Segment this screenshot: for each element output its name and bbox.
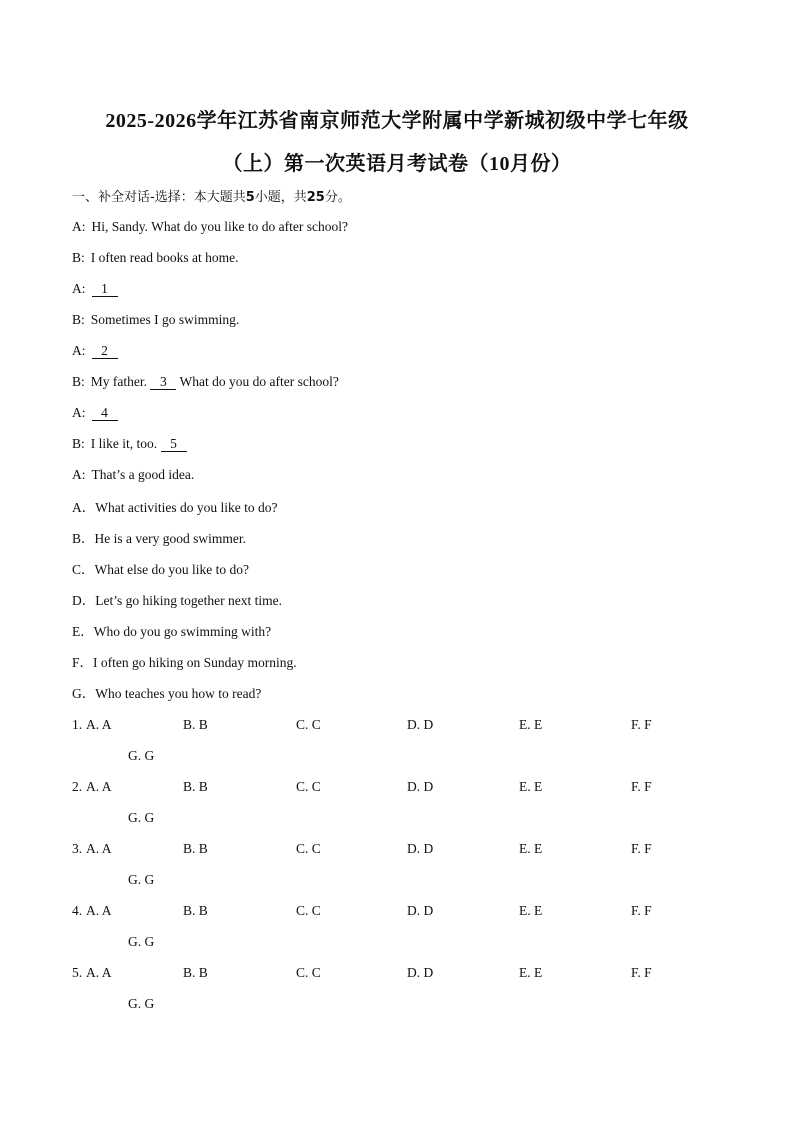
choice-option[interactable]: D. D bbox=[407, 903, 434, 918]
dialogue-line bbox=[72, 280, 118, 298]
choice-option[interactable]: G. G bbox=[128, 810, 155, 825]
choice-option[interactable]: B. B bbox=[183, 903, 208, 918]
dialogue-speaker: A: bbox=[72, 281, 86, 296]
choice-option[interactable]: A. A bbox=[86, 717, 112, 732]
question-row bbox=[72, 965, 732, 983]
choice-option[interactable]: E. E bbox=[519, 779, 543, 794]
option-item: C．What else do you like to do? bbox=[72, 562, 249, 577]
choice-option[interactable]: C. C bbox=[296, 903, 321, 918]
choice-option[interactable]: E. E bbox=[519, 903, 543, 918]
dialogue-line bbox=[72, 218, 348, 236]
choice-option[interactable]: F. F bbox=[631, 841, 652, 856]
dialogue-line bbox=[72, 404, 118, 422]
choice-option[interactable]: G. G bbox=[128, 748, 155, 763]
choice-option[interactable]: A. A bbox=[86, 903, 112, 918]
dialogue-line bbox=[72, 435, 187, 453]
dialogue-text: I often read books at home. bbox=[90, 250, 239, 265]
choice-option[interactable]: A. A bbox=[86, 965, 112, 980]
question-number: 1. bbox=[72, 717, 83, 732]
question-row-continued bbox=[72, 996, 732, 1014]
choice-option[interactable]: G. G bbox=[128, 872, 155, 887]
option-item: F．I often go hiking on Sunday morning. bbox=[72, 655, 297, 670]
question-row bbox=[72, 779, 732, 797]
choice-option[interactable]: B. B bbox=[183, 717, 208, 732]
choice-option[interactable]: A. A bbox=[86, 841, 112, 856]
dialogue-text: That’s a good idea. bbox=[91, 467, 195, 482]
dialogue-text: I like it, too. bbox=[90, 436, 161, 451]
choice-option[interactable]: C. C bbox=[296, 841, 321, 856]
option-item: D．Let’s go hiking together next time. bbox=[72, 593, 282, 608]
choice-option[interactable]: D. D bbox=[407, 717, 434, 732]
answer-blank: 4 bbox=[92, 405, 118, 421]
answer-blank: 3 bbox=[150, 374, 176, 390]
dialogue-speaker: A: bbox=[72, 343, 86, 358]
dialogue-speaker: A: bbox=[72, 219, 86, 234]
question-row bbox=[72, 717, 732, 735]
dialogue-text: My father. bbox=[90, 374, 151, 389]
dialogue-line bbox=[72, 342, 118, 360]
question-row-continued bbox=[72, 872, 732, 890]
exam-title-line-2: （上）第一次英语月考试卷（10月份） bbox=[222, 153, 572, 175]
section-middle: 小题，共 bbox=[254, 190, 307, 205]
dialogue-line bbox=[72, 466, 194, 484]
dialogue-line bbox=[72, 373, 339, 391]
dialogue-speaker: B: bbox=[72, 374, 85, 389]
choice-option[interactable]: F. F bbox=[631, 903, 652, 918]
section-heading bbox=[72, 186, 351, 205]
question-row-continued bbox=[72, 748, 732, 766]
dialogue-speaker: A: bbox=[72, 405, 86, 420]
choice-option[interactable]: B. B bbox=[183, 841, 208, 856]
answer-blank: 1 bbox=[92, 281, 118, 297]
option-item: A．What activities do you like to do? bbox=[72, 500, 278, 515]
dialogue-speaker: B: bbox=[72, 436, 85, 451]
answer-blank: 2 bbox=[92, 343, 118, 359]
dialogue-text: Hi, Sandy. What do you like to do after school? bbox=[91, 219, 348, 234]
dialogue-text: Sometimes I go swimming. bbox=[90, 312, 240, 327]
option-item: E．Who do you go swimming with? bbox=[72, 624, 272, 639]
dialogue-speaker: A: bbox=[72, 467, 86, 482]
dialogue-speaker: B: bbox=[72, 312, 85, 327]
choice-option[interactable]: D. D bbox=[407, 841, 434, 856]
choice-option[interactable]: D. D bbox=[407, 779, 434, 794]
choice-option[interactable]: F. F bbox=[631, 717, 652, 732]
dialogue-speaker: B: bbox=[72, 250, 85, 265]
question-number: 2. bbox=[72, 779, 83, 794]
option-item: G．Who teaches you how to read? bbox=[72, 686, 262, 701]
exam-title-line-1: 2025-2026学年江苏省南京师范大学附属中学新城初级中学七年级 bbox=[105, 110, 689, 132]
choice-option[interactable]: E. E bbox=[519, 717, 543, 732]
option-item: B．He is a very good swimmer. bbox=[72, 531, 246, 546]
choice-option[interactable]: G. G bbox=[128, 934, 155, 949]
section-score: 25 bbox=[306, 190, 325, 205]
choice-option[interactable]: C. C bbox=[296, 717, 321, 732]
choice-option[interactable]: G. G bbox=[128, 996, 155, 1011]
choice-option[interactable]: E. E bbox=[519, 965, 543, 980]
choice-option[interactable]: C. C bbox=[296, 965, 321, 980]
section-count: 5 bbox=[245, 190, 255, 205]
choice-option[interactable]: B. B bbox=[183, 779, 208, 794]
question-row bbox=[72, 903, 732, 921]
dialogue-text-after: What do you do after school? bbox=[176, 374, 339, 389]
question-number: 3. bbox=[72, 841, 83, 856]
choice-option[interactable]: C. C bbox=[296, 779, 321, 794]
question-number: 5. bbox=[72, 965, 83, 980]
choice-option[interactable]: F. F bbox=[631, 965, 652, 980]
question-row-continued bbox=[72, 934, 732, 952]
dialogue-line bbox=[72, 311, 239, 329]
choice-option[interactable]: A. A bbox=[86, 779, 112, 794]
question-number: 4. bbox=[72, 903, 83, 918]
section-prefix: 一、补全对话-选择：本大题共 bbox=[72, 190, 246, 205]
answer-blank: 5 bbox=[161, 436, 187, 452]
choice-option[interactable]: F. F bbox=[631, 779, 652, 794]
question-row bbox=[72, 841, 732, 859]
choice-option[interactable]: D. D bbox=[407, 965, 434, 980]
question-row-continued bbox=[72, 810, 732, 828]
dialogue-line bbox=[72, 249, 238, 267]
choice-option[interactable]: B. B bbox=[183, 965, 208, 980]
choice-option[interactable]: E. E bbox=[519, 841, 543, 856]
section-suffix: 分。 bbox=[324, 190, 351, 205]
